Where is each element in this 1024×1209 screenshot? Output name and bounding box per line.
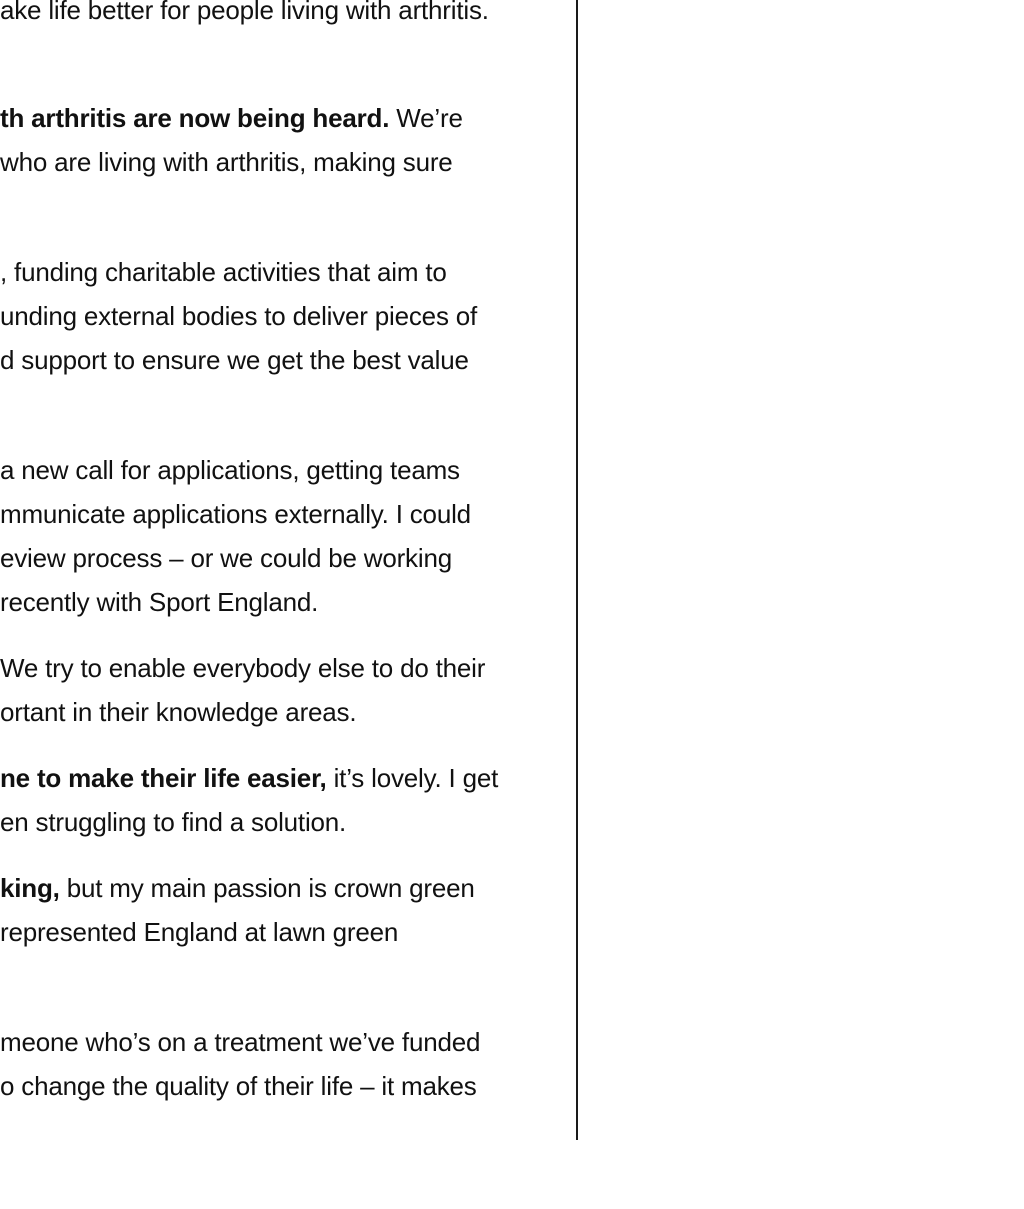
body-text-line <box>0 910 398 954</box>
body-text-line <box>0 690 356 734</box>
body-text: d support to ensure we get the best value <box>0 345 469 375</box>
body-text-line <box>0 800 346 844</box>
body-text: represented England at lawn green <box>0 917 399 947</box>
body-text-line <box>0 492 471 536</box>
body-text-emphasis: king, <box>0 873 60 903</box>
body-text-line <box>0 294 477 338</box>
body-text: , funding charitable activities that aim to <box>0 257 447 287</box>
body-text-line <box>0 250 447 294</box>
body-text-line <box>0 0 489 32</box>
body-text-line <box>0 140 453 184</box>
body-text-line <box>0 646 485 690</box>
body-text: en struggling to find a solution. <box>0 807 347 837</box>
body-text: meone who’s on a treatment we’ve funded <box>0 1027 481 1057</box>
body-text: it’s lovely. I get <box>326 763 499 793</box>
body-text-line <box>0 580 318 624</box>
body-text: eview process – or we could be working <box>0 543 452 573</box>
body-text: a new call for applications, getting teams <box>0 455 460 485</box>
body-text-line <box>0 448 460 492</box>
body-text-emphasis: th arthritis are now being heard. <box>0 103 390 133</box>
body-text: We’re <box>389 103 463 133</box>
column-divider <box>576 0 578 1140</box>
body-text: ake life better for people living with arthritis. <box>0 0 489 25</box>
body-text-line <box>0 536 452 580</box>
body-text: unding external bodies to deliver pieces of <box>0 301 478 331</box>
body-text: We try to enable everybody else to do their <box>0 653 486 683</box>
body-text: recently with Sport England. <box>0 587 319 617</box>
body-text: o change the quality of their life – it makes <box>0 1071 477 1101</box>
body-text-emphasis: ne to make their life easier, <box>0 763 327 793</box>
body-text-line <box>0 1020 480 1064</box>
body-text: who are living with arthritis, making sure <box>0 147 453 177</box>
body-text-line <box>0 338 469 382</box>
body-text-line <box>0 96 463 140</box>
body-text-line <box>0 1064 477 1108</box>
body-text: but my main passion is crown green <box>59 873 475 903</box>
body-text-line <box>0 756 498 800</box>
body-text-line <box>0 866 475 910</box>
body-text: mmunicate applications externally. I could <box>0 499 471 529</box>
body-text: ortant in their knowledge areas. <box>0 697 357 727</box>
